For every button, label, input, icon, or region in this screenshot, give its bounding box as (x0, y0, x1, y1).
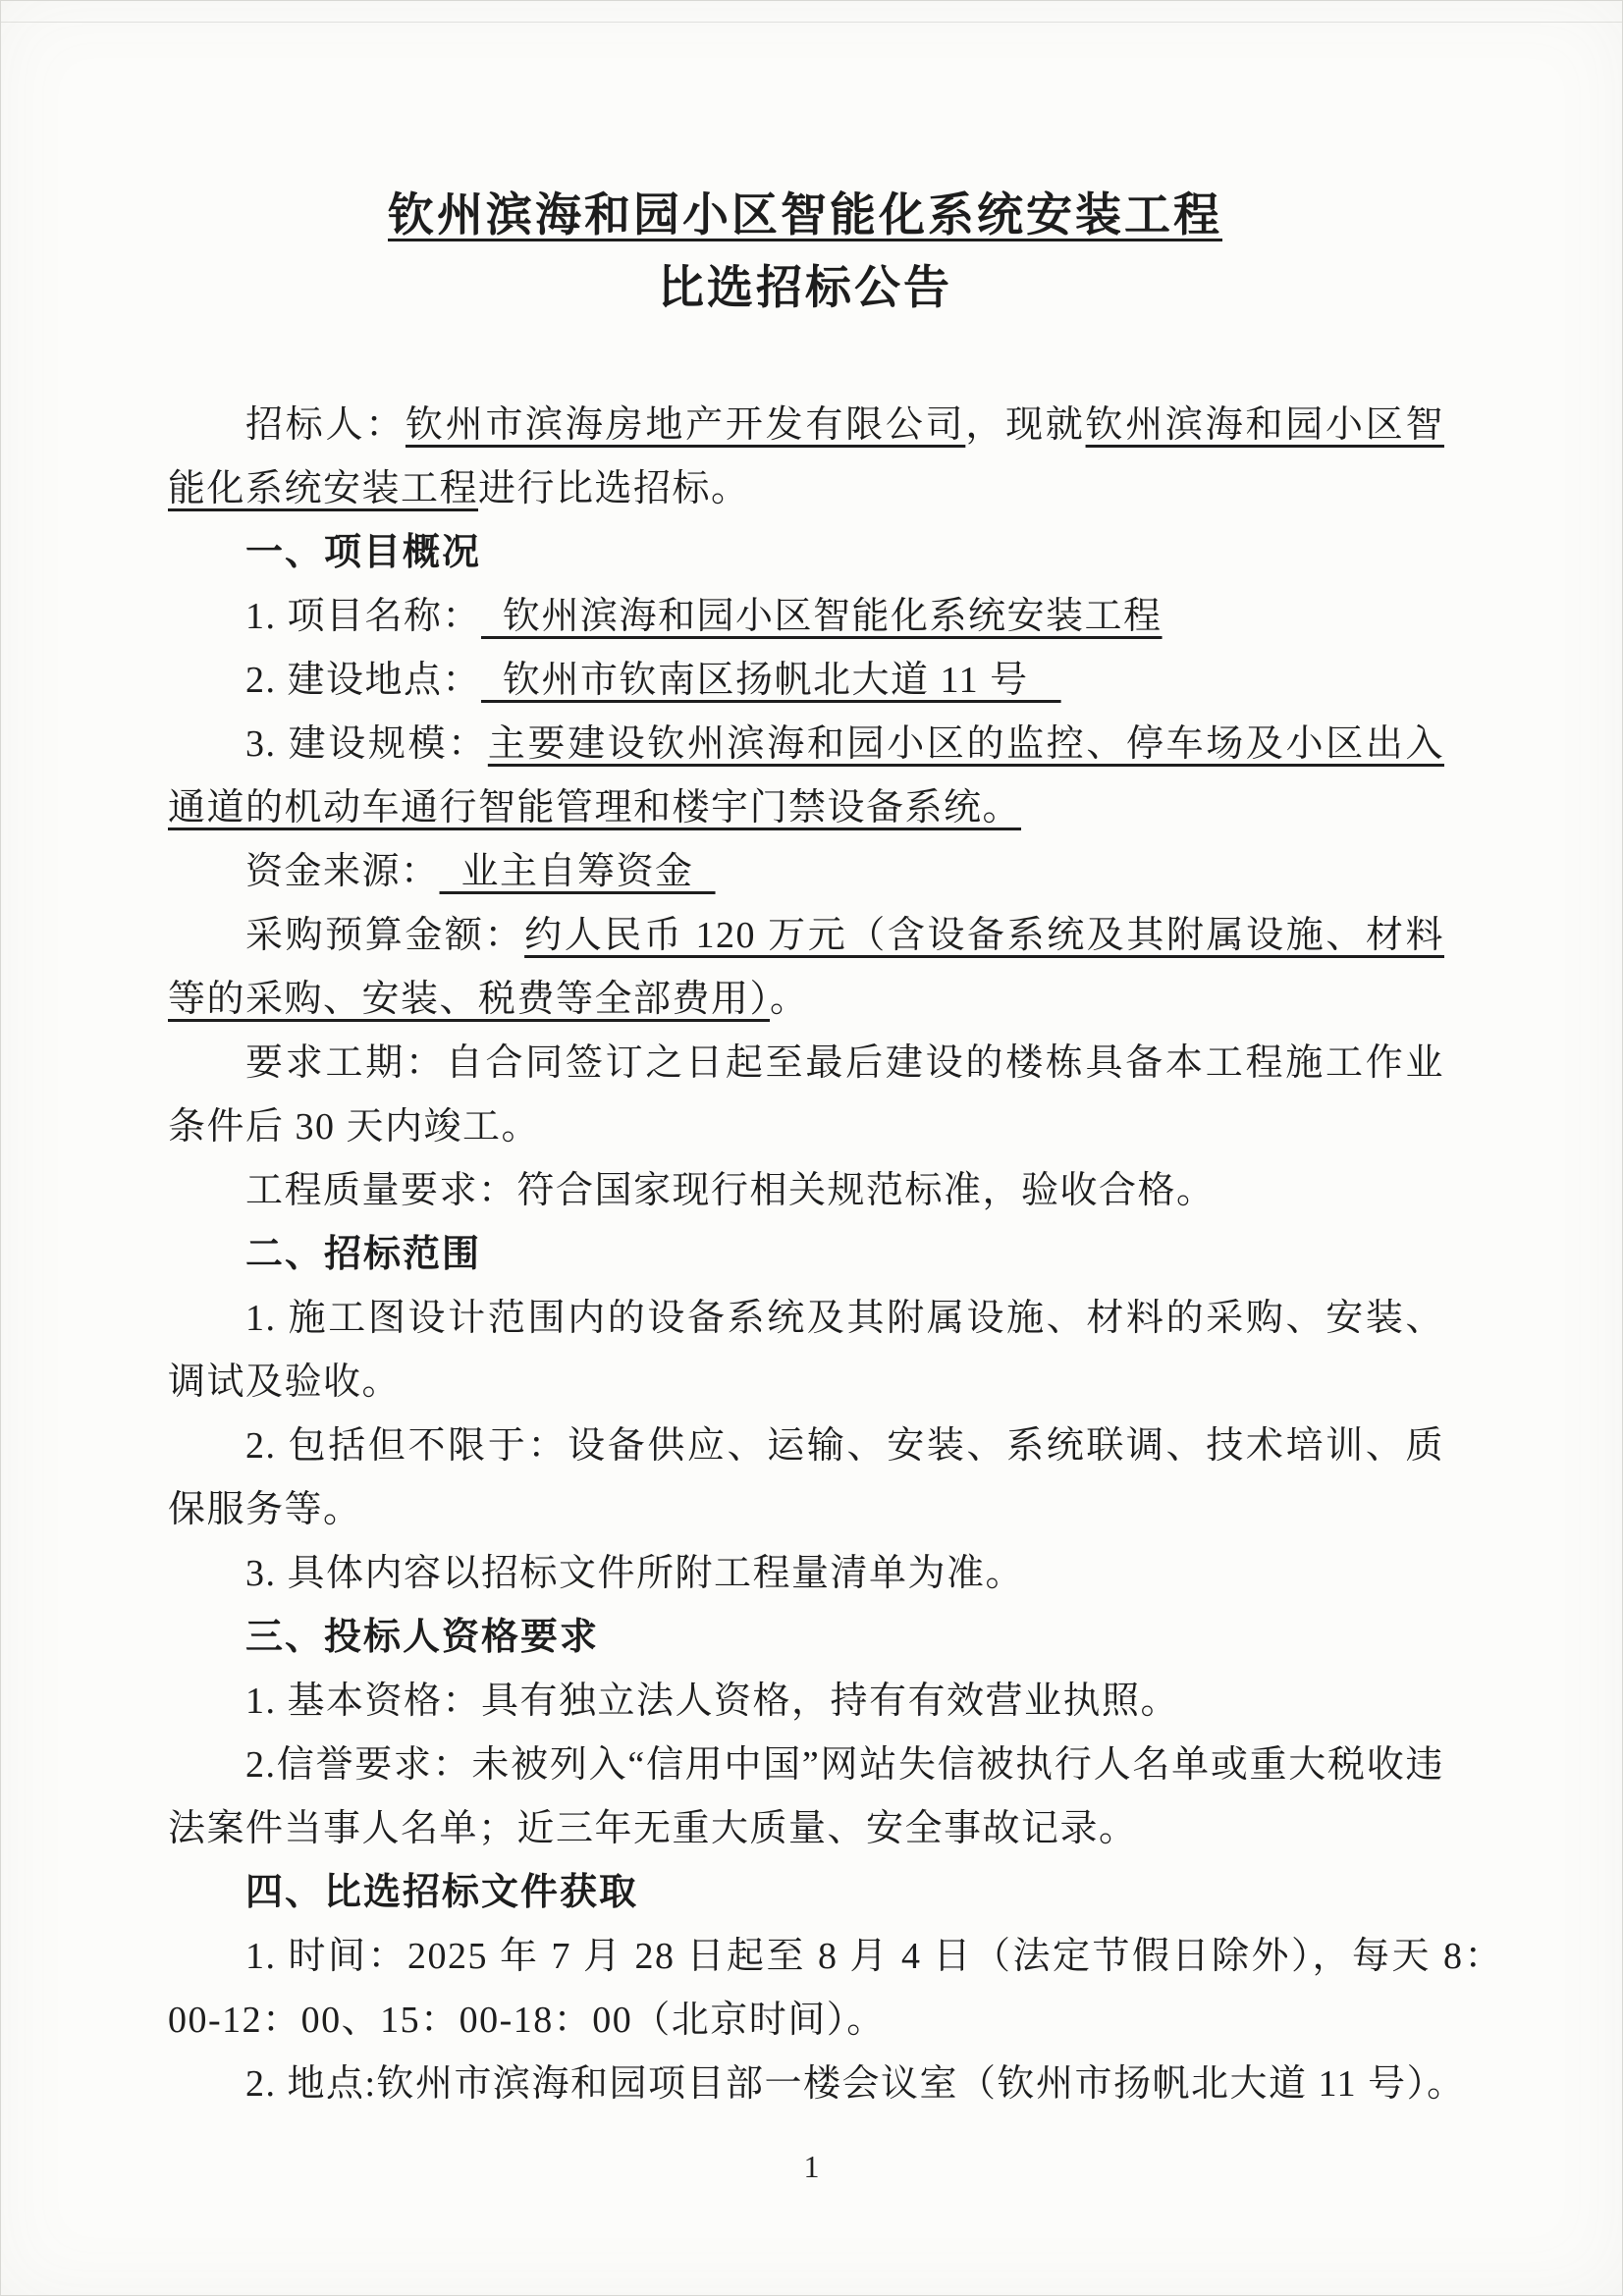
section-heading-overview: 一、项目概况 (245, 532, 482, 573)
item-scale-value: 主要建设钦州滨海和园小区的监控、停车场及小区出入通道的机动车通行智能管理和楼宇门禁设备系统。 (168, 723, 1444, 828)
obtain-time-item: 1. 时间：2025 年 7 月 28 日起至 8 月 4 日（法定节假日除外），每天 8：00-12：00、15：00-18：00（北京时间）。 (168, 1936, 1503, 2041)
item-scale (168, 713, 1444, 840)
bidder-label: 招标人： (245, 404, 406, 446)
document-title (168, 180, 1442, 325)
scope-item-3: 3. 具体内容以招标文件所附工程量清单为准。 (245, 1553, 1025, 1594)
item-location (168, 649, 1444, 713)
item-quality: 工程质量要求：符合国家现行相关规范标准，验收合格。 (245, 1170, 1216, 1211)
item-location-value: 钦州市钦南区扬帆北大道 11 号 (481, 660, 1061, 701)
item-funding-label: 资金来源： (245, 851, 440, 892)
item-funding (168, 840, 1444, 904)
item-project-name-label: 1. 项目名称： (245, 596, 482, 637)
scan-edge-artifact (1, 22, 1622, 23)
item-project-name (168, 585, 1444, 649)
paragraph-bidder (168, 394, 1444, 521)
item-location-label: 2. 建设地点： (245, 660, 482, 701)
item-budget (168, 904, 1444, 1032)
section-heading-document-obtain: 四、比选招标文件获取 (245, 1872, 639, 1913)
page-number: 1 (803, 2149, 820, 2184)
item-budget-period: 。 (770, 979, 809, 1020)
section-heading-qualification: 三、投标人资格要求 (245, 1617, 600, 1658)
bidder-tail-text: 进行比选招标。 (478, 468, 750, 509)
document-body (168, 394, 1503, 2116)
section-heading-scope: 二、招标范围 (245, 1234, 482, 1275)
bidder-company: 钦州市滨海房地产开发有限公司 (405, 404, 966, 446)
item-funding-value: 业主自筹资金 (439, 851, 716, 892)
item-project-name-value: 钦州滨海和园小区智能化系统安装工程 (481, 596, 1163, 637)
scope-item-2: 2. 包括但不限于：设备供应、运输、安装、系统联调、技术培训、质保服务等。 (168, 1425, 1444, 1530)
bidder-mid-text: ，现就 (965, 404, 1086, 446)
title-line-1: 钦州滨海和园小区智能化系统安装工程 (388, 190, 1222, 241)
item-scale-label: 3. 建设规模： (245, 723, 488, 765)
scope-item-1: 1. 施工图设计范围内的设备系统及其附属设施、材料的采购、安装、调试及验收。 (168, 1298, 1444, 1403)
item-budget-value: 约人民币 120 万元（含设备系统及其附属设施、材料等的采购、安装、税费等全部费用） (168, 915, 1444, 1020)
bidder-project-name: 钦州滨海和园小区智能化系统安装工程 (168, 404, 1444, 509)
obtain-place-item: 2. 地点:钦州市滨海和园项目部一楼会议室（钦州市扬帆北大道 11 号）。 (245, 2063, 1466, 2105)
title-line-2: 比选招标公告 (658, 263, 952, 314)
item-budget-label: 采购预算金额： (245, 915, 525, 956)
qualification-item-2: 2.信誉要求：未被列入“信用中国”网站失信被执行人名单或重大税收违法案件当事人名单；近三年无重大质量、安全事故记录。 (168, 1744, 1444, 1849)
qualification-item-1: 1. 基本资格：具有独立法人资格，持有有效营业执照。 (245, 1681, 1180, 1722)
item-duration: 要求工期：自合同签订之日起至最后建设的楼栋具备本工程施工作业条件后 30 天内竣工。 (168, 1042, 1444, 1148)
